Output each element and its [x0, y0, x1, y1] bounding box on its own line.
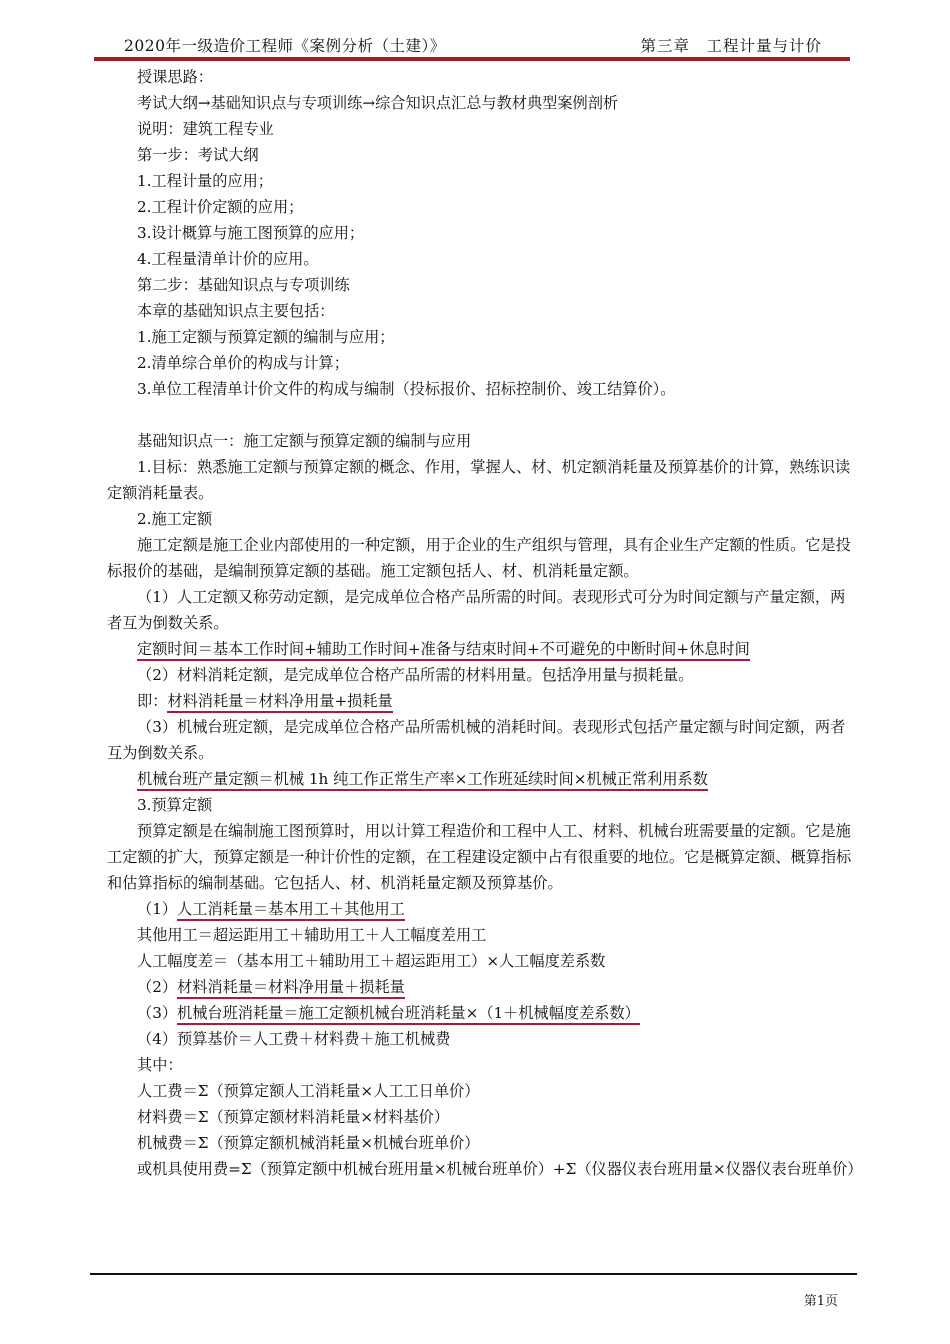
underlined-formula: 材料消耗量＝材料净用量＋损耗量: [177, 978, 405, 999]
header-chapter: 第三章 工程计量与计价: [640, 37, 822, 55]
paragraph: 第一步：考试大纲: [137, 146, 259, 164]
header-title: 2020年一级造价工程师《案例分析（土建）》: [124, 37, 446, 55]
paragraph: 人工费＝Σ（预算定额人工消耗量×人工工日单价）: [137, 1082, 480, 1100]
paragraph: 本章的基础知识点主要包括：: [137, 302, 335, 320]
paragraph: 施工定额是施工企业内部使用的一种定额，用于企业的生产组织与管理，具有企业生产定额的性质。它是投标报价的基础，是编制预算定额的基础。施工定额包括人、材、机消耗量定额。: [107, 536, 851, 580]
underlined-formula: 机械台班消耗量＝施工定额机械台班消耗量×（1＋机械幅度差系数）: [177, 1004, 640, 1025]
subsection-heading: 2.施工定额: [137, 510, 213, 528]
formula-line: [107, 974, 855, 1000]
paragraph: 说明：建筑工程专业: [137, 120, 274, 138]
paragraph: 人工幅度差＝（基本用工＋辅助用工＋超运距用工）×人工幅度差系数: [137, 952, 606, 970]
document-body: [107, 64, 863, 1182]
paragraph: 第二步：基础知识点与专项训练: [137, 276, 350, 294]
formula-prefix: （3）: [137, 1004, 178, 1022]
spacer: [107, 402, 855, 428]
formula-line: [107, 688, 855, 714]
section-heading: 基础知识点一：施工定额与预算定额的编制与应用: [137, 432, 472, 450]
footer-rule: [90, 1273, 857, 1275]
paragraph: （2）材料消耗定额，是完成单位合格产品所需的材料用量。包括净用量与损耗量。: [137, 666, 694, 684]
underlined-formula: 人工消耗量＝基本用工＋其他用工: [177, 900, 405, 921]
list-item: 2.工程计价定额的应用；: [137, 198, 304, 216]
formula-prefix: （2）: [137, 978, 178, 996]
subsection-heading: 3.预算定额: [137, 796, 213, 814]
paragraph: （4）预算基价＝人工费＋材料费＋施工机械费: [137, 1030, 451, 1048]
formula-line: [107, 1000, 855, 1026]
header-rule: [94, 57, 850, 61]
underlined-formula: 机械台班产量定额＝机械 1h 纯工作正常生产率×工作班延续时间×机械正常利用系数: [137, 770, 708, 791]
page-header: [94, 30, 850, 56]
page-number: 第1页: [803, 1294, 838, 1309]
paragraph: （1）人工定额又称劳动定额，是完成单位合格产品所需的时间。表现形式可分为时间定额与产量定额，两者互为倒数关系。: [107, 588, 846, 632]
paragraph: 或机具使用费=Σ（预算定额中机械台班用量×机械台班单价）+Σ（仪器仪表台班用量×仪器仪表台班单价）: [137, 1160, 863, 1178]
paragraph: 其他用工＝超运距用工＋辅助用工＋人工幅度差用工: [137, 926, 487, 944]
list-item: 1.施工定额与预算定额的编制与应用；: [137, 328, 395, 346]
paragraph: 考试大纲→基础知识点与专项训练→综合知识点汇总与教材典型案例剖析: [137, 94, 619, 112]
paragraph: 其中：: [137, 1056, 183, 1074]
paragraph: 预算定额是在编制施工图预算时，用以计算工程造价和工程中人工、材料、机械台班需要量的定额。它是施工定额的扩大，预算定额是一种计价性的定额，在工程建设定额中占有很重要的地位。它是概算定额、概算指标和估算指标的编制基础。它包括人、材、机消耗量定额及预算基价。: [107, 822, 852, 892]
list-item: 4.工程量清单计价的应用。: [137, 250, 319, 268]
paragraph: （3）机械台班定额，是完成单位合格产品所需机械的消耗时间。表现形式包括产量定额与时间定额，两者互为倒数关系。: [107, 718, 846, 762]
underlined-formula: 定额时间＝基本工作时间+辅助工作时间+准备与结束时间+不可避免的中断时间+休息时间: [137, 640, 750, 661]
formula-prefix: 即：: [137, 692, 168, 710]
list-item: 2.清单综合单价的构成与计算；: [137, 354, 349, 372]
list-item: 1.工程计量的应用；: [137, 172, 273, 190]
paragraph: 1.目标：熟悉施工定额与预算定额的概念、作用，掌握人、材、机定额消耗量及预算基价的计算，熟练识读定额消耗量表。: [107, 458, 851, 502]
underlined-formula: 材料消耗量＝材料净用量+损耗量: [167, 692, 392, 713]
list-item: 3.单位工程清单计价文件的构成与编制（投标报价、招标控制价、竣工结算价）。: [137, 380, 676, 398]
paragraph: 机械费＝Σ（预算定额机械消耗量×机械台班单价）: [137, 1134, 480, 1152]
formula-prefix: （1）: [137, 900, 178, 918]
formula-line: [107, 896, 855, 922]
list-item: 3.设计概算与施工图预算的应用；: [137, 224, 365, 242]
formula-line: [107, 766, 855, 792]
formula-line: [107, 636, 855, 662]
paragraph: 授课思路：: [137, 68, 213, 86]
paragraph: 材料费＝Σ（预算定额材料消耗量×材料基价）: [137, 1108, 450, 1126]
